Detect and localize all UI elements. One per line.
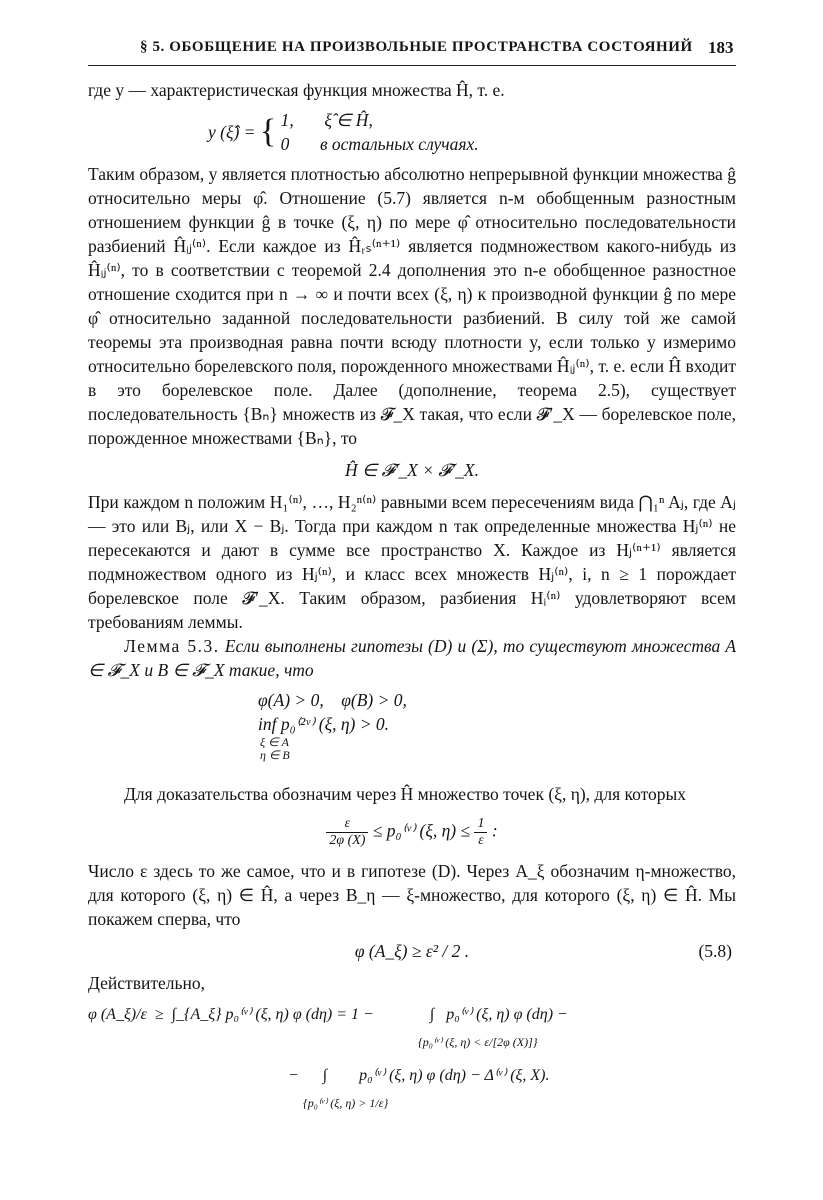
formula-indicator: y (ξ̂) = { 1, ξ̂ ∈ Ĥ, 0 в остальных случаях. [208, 110, 479, 154]
page-number: 183 [708, 38, 734, 57]
paragraph-partitions: При каждом n положим H₁⁽ⁿ⁾, …, H₂ⁿ⁽ⁿ⁾ равными всем пересечениям вида ⋂₁ⁿ Aⱼ, где Aⱼ — это или Bⱼ, или X − Bⱼ. Тогда при каждом n так определенные множества Hⱼ⁽ⁿ⁾ не пересекаются и дают в сумме все пространство X. Каждое из Hⱼ⁽ⁿ⁺¹⁾ является подмножеством одного из Hⱼ⁽ⁿ⁾, и класс всех множеств Hⱼ⁽ⁿ⁾, i, n ≥ 1 порождает борелевское поле 𝓕′_X. Таким образом, разбиения Hᵢ⁽ⁿ⁾ удовлетворяют всем требованиям леммы. [88, 492, 736, 632]
paragraph-indeed: Действительно, [88, 973, 205, 993]
fraction-right-den: ε [478, 833, 484, 848]
formula-lhs: y (ξ̂) = [208, 122, 256, 142]
lemma-label: Лемма 5.3. [124, 636, 220, 656]
formula-case-2: 0 в остальных случаях. [280, 134, 479, 154]
formula-case-1: 1, ξ̂ ∈ Ĥ, [280, 110, 373, 130]
integral-line-2-sub: {p₀⁽ᵛ⁾ (ξ, η) > 1/ε} [303, 1096, 389, 1110]
integral-line-1-sub: {p₀⁽ᵛ⁾ (ξ, η) < ε/[2φ (X)]} [418, 1035, 538, 1049]
formula-bounds [88, 816, 736, 849]
paragraph-proof-start: Для доказательства обозначим через Ĥ множество точек (ξ, η), для которых [124, 784, 687, 804]
page-body [88, 78, 736, 1115]
formula-infimum-sub-1: ξ ∈ A [260, 735, 289, 749]
fraction-left [326, 816, 368, 849]
paragraph-density: Таким образом, y является плотностью абсолютно непрерывной функции множества ĝ относительно меры φ̂. Отношение (5.7) является n-м обобщенным разностным отношением функции ĝ в точке (ξ, η) по мере φ̂ относительно последовательности разбиений Ĥᵢⱼ⁽ⁿ⁾. Если каждое из Ĥᵣₛ⁽ⁿ⁺¹⁾ является подмножеством какого-нибудь из Ĥᵢⱼ⁽ⁿ⁾, то в соответствии с теоремой 2.4 дополнения это n-е обобщенное разностное отношение сходится при n → ∞ и почти всех (ξ, η) к производной функции ĝ по мере φ̂ относительно заданной последовательности разбиений. В силу той же самой теоремы эта производная равна почти всюду плотности y, если только y измеримо относительно борелевского поля, порожденного множествами Ĥᵢⱼ⁽ⁿ⁾, т. е. если Ĥ входит в это борелевское поле. Далее (дополнение, теорема 2.5), существует последовательность {Bₙ} множеств из 𝓕_X такая, что если 𝓕′_X — борелевское поле, порожденное множествами {Bₙ}, то [88, 164, 736, 448]
integral-line-1: φ (A_ξ)/ε ≥ ∫_{A_ξ} p₀⁽ᵛ⁾ (ξ, η) φ (dη) = 1 − ∫ p₀⁽ᵛ⁾ (ξ, η) φ (dη) − [88, 1006, 568, 1023]
bounds-middle: ≤ p₀⁽ᵛ⁾ (ξ, η) ≤ [372, 820, 471, 841]
fraction-right-num: 1 [474, 816, 487, 833]
formula-borel-product: Ĥ ∈ 𝓕′_X × 𝓕′_X. [345, 460, 479, 480]
integral-line-2: − ∫ p₀⁽ᵛ⁾ (ξ, η) φ (dη) − Δ⁽ᵛ⁾ (ξ, X). [288, 1067, 550, 1084]
equation-number: (5.8) [698, 941, 732, 961]
lemma-statement [88, 634, 736, 682]
lemma-text: Если выполнены гипотезы (D) и (Σ), то существуют множества A ∈ 𝓕_X и B ∈ 𝓕_X такие, что [88, 636, 737, 680]
bounds-end: : [491, 820, 498, 841]
formula-infimum-sub-2: η ∈ B [260, 748, 290, 762]
formula-lemma [258, 688, 736, 762]
fraction-left-num: ε [326, 816, 368, 833]
formula-infimum: inf p₀⁽²ᵛ⁾ (ξ, η) > 0. [258, 714, 390, 734]
section-title: § 5. ОБОБЩЕНИЕ НА ПРОИЗВОЛЬНЫЕ ПРОСТРАНСТВА СОСТОЯНИЙ [140, 39, 693, 55]
paragraph-intro: где y — характеристическая функция множества Ĥ, т. е. [88, 80, 505, 100]
equation-5-8 [88, 939, 736, 963]
fraction-left-den: 2φ (X) [329, 833, 366, 848]
header-rule [88, 65, 736, 66]
paragraph-epsilon: Число ε здесь то же самое, что и в гипотезе (D). Через A_ξ обозначим η-множество, для которого (ξ, η) ∈ Ĥ, а через B_η — ξ-множество, для которого (ξ, η) ∈ Ĥ. Мы покажем сперва, что [88, 861, 736, 929]
running-header [0, 0, 823, 60]
fraction-right [474, 816, 487, 849]
equation-5-8-body: φ (A_ξ) ≥ ε² / 2 . [354, 941, 470, 961]
formula-positive-measures: φ(A) > 0, φ(B) > 0, [258, 690, 407, 710]
